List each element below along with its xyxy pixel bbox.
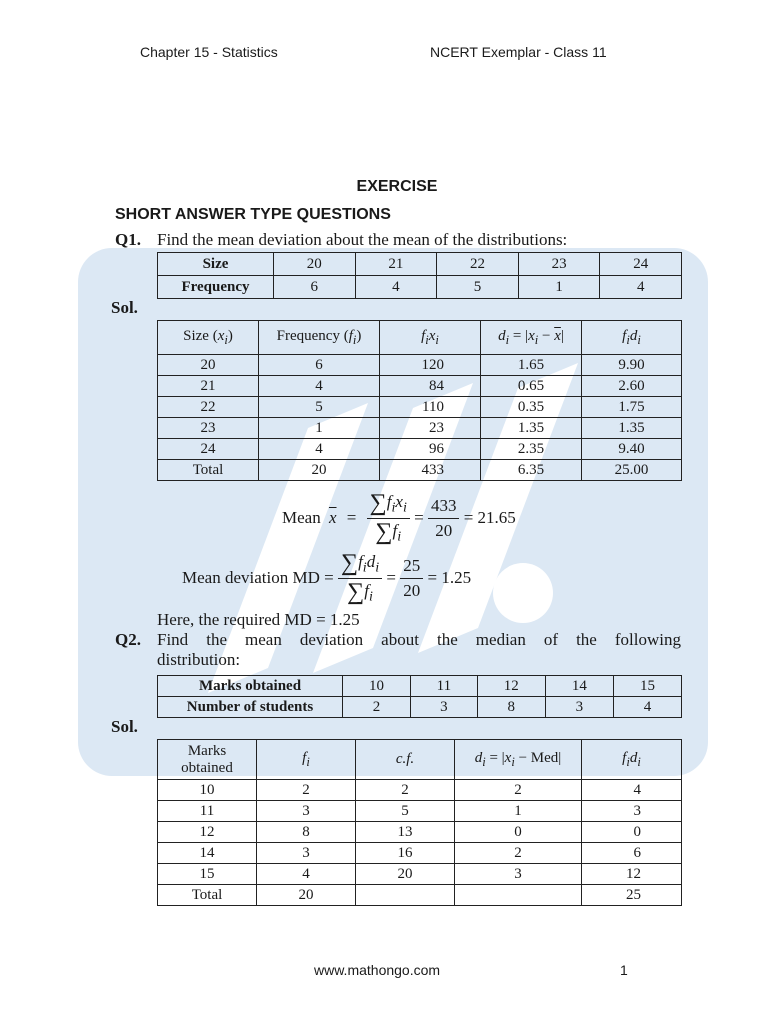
- table-cell: 3: [455, 864, 582, 885]
- table-row: [158, 780, 682, 801]
- book-header: NCERT Exemplar - Class 11: [430, 44, 607, 60]
- table-cell: 23: [380, 418, 481, 439]
- table-cell: 433: [380, 460, 481, 481]
- table-cell: 24: [158, 439, 259, 460]
- table-cell: 4: [259, 439, 380, 460]
- table-row: [158, 843, 682, 864]
- table-row: [158, 376, 682, 397]
- table-cell: 1.65: [481, 355, 582, 376]
- q2-text-line1: Find the mean deviation about the median of the following: [157, 630, 681, 649]
- table-cell: 3: [582, 801, 682, 822]
- table-cell: Total: [158, 885, 257, 906]
- col-fidi: $f_id_i$: [582, 740, 682, 780]
- q1-sol-label: Sol.: [111, 298, 138, 317]
- q2-text-line2: distribution:: [157, 650, 241, 669]
- table-cell: 22: [158, 397, 259, 418]
- q2-solution-table: [157, 739, 682, 906]
- table-cell: 0.35: [481, 397, 582, 418]
- col-fi: $f_i$: [257, 740, 356, 780]
- page-number: 1: [620, 962, 628, 978]
- section-title: SHORT ANSWER TYPE QUESTIONS: [115, 206, 391, 223]
- table-row: [158, 460, 682, 481]
- q1-data-table: [157, 252, 682, 299]
- table-cell: 3: [257, 801, 356, 822]
- table-cell: 110: [380, 397, 481, 418]
- table-row: Number of students 2 3 8 3 4: [158, 697, 682, 718]
- md-result: = 1.25: [427, 567, 472, 587]
- table-cell: 2.35: [481, 439, 582, 460]
- table-cell: [356, 885, 455, 906]
- md-formula: Mean deviation MD = $\frac{\sum f_id_i}{\sum f_i}$ = $\frac{25}{20}$ = 1.25: [182, 550, 472, 606]
- table-cell: Total: [158, 460, 259, 481]
- table-cell: 14: [158, 843, 257, 864]
- table-cell: 84: [380, 376, 481, 397]
- table-cell: 6: [259, 355, 380, 376]
- table-cell: 16: [356, 843, 455, 864]
- col-frequency: Frequency $(f_i)$: [259, 321, 380, 355]
- table-cell: [455, 885, 582, 906]
- col-cf: c.f.: [356, 740, 455, 780]
- col-fidi: $f_id_i$: [582, 321, 682, 355]
- table-row: Size 20 21 22 23 24: [158, 253, 682, 276]
- table-cell: 13: [356, 822, 455, 843]
- table-header-row: [158, 321, 682, 355]
- mean-denominator: 20: [435, 521, 453, 541]
- q2-label: Q2.: [115, 630, 141, 649]
- table-row: [158, 801, 682, 822]
- table-cell: 4: [582, 780, 682, 801]
- mean-numerator: 433: [428, 496, 460, 519]
- table-row: [158, 885, 682, 906]
- md-numerator: 25: [400, 556, 423, 579]
- table-row: Frequency 6 4 5 1 4: [158, 276, 682, 299]
- table-cell: 1.75: [582, 397, 682, 418]
- q1-text: Find the mean deviation about the mean of the distributions:: [157, 230, 568, 249]
- table-cell: 6.35: [481, 460, 582, 481]
- table-cell: 20: [356, 864, 455, 885]
- table-row: [158, 822, 682, 843]
- table-cell: 20: [259, 460, 380, 481]
- col-size: Size $(x_i)$: [158, 321, 259, 355]
- table-cell: 96: [380, 439, 481, 460]
- table-cell: 10: [158, 780, 257, 801]
- table-cell: 5: [356, 801, 455, 822]
- table-cell: 11: [158, 801, 257, 822]
- table-row: [158, 397, 682, 418]
- q1-conclusion: Here, the required MD = 1.25: [157, 610, 360, 629]
- table-cell: 2: [455, 780, 582, 801]
- table-cell: 4: [257, 864, 356, 885]
- q2-data-table: [157, 675, 682, 718]
- table-cell: 25.00: [582, 460, 682, 481]
- md-label: Mean deviation MD =: [182, 567, 334, 587]
- table-cell: 20: [257, 885, 356, 906]
- q2-sol-label: Sol.: [111, 717, 138, 736]
- table-cell: 0: [455, 822, 582, 843]
- table-cell: 1: [455, 801, 582, 822]
- table-cell: 4: [259, 376, 380, 397]
- table-cell: 15: [158, 864, 257, 885]
- table-row: [158, 355, 682, 376]
- footer-url: www.mathongo.com: [314, 962, 441, 978]
- mean-label: Mean: [282, 507, 321, 527]
- col-di-med: $d_i = |x_i - Med|$: [455, 740, 582, 780]
- col-marks: Marks obtained: [158, 740, 257, 780]
- col-fixi: $f_ix_i$: [380, 321, 481, 355]
- table-cell: 12: [158, 822, 257, 843]
- chapter-header: Chapter 15 - Statistics: [140, 44, 278, 60]
- table-header-row: [158, 740, 682, 780]
- md-denominator: 20: [403, 581, 421, 601]
- mean-result: = 21.65: [463, 507, 516, 527]
- table-cell: 6: [582, 843, 682, 864]
- table-cell: 2.60: [582, 376, 682, 397]
- table-cell: 120: [380, 355, 481, 376]
- table-cell: 0.65: [481, 376, 582, 397]
- table-row: [158, 864, 682, 885]
- table-cell: 21: [158, 376, 259, 397]
- table-cell: 9.90: [582, 355, 682, 376]
- table-cell: 5: [259, 397, 380, 418]
- table-cell: 2: [257, 780, 356, 801]
- q1-solution-table: [157, 320, 682, 481]
- table-row: [158, 418, 682, 439]
- table-cell: 1.35: [481, 418, 582, 439]
- table-row: Marks obtained 10 11 12 14 15: [158, 676, 682, 697]
- table-cell: 3: [257, 843, 356, 864]
- table-cell: 1: [259, 418, 380, 439]
- table-cell: 25: [582, 885, 682, 906]
- table-cell: 2: [356, 780, 455, 801]
- table-row: [158, 439, 682, 460]
- q1-label: Q1.: [115, 230, 141, 249]
- mean-formula: Mean $\overline{x}$ = $\frac{\sum f_ix_i}{\sum f_i}$ = $\frac{433}{20}$ = 21.65: [282, 490, 516, 546]
- table-cell: 8: [257, 822, 356, 843]
- table-cell: 2: [455, 843, 582, 864]
- table-cell: 1.35: [582, 418, 682, 439]
- table-cell: 0: [582, 822, 682, 843]
- table-cell: 20: [158, 355, 259, 376]
- table-cell: 9.40: [582, 439, 682, 460]
- table-cell: 12: [582, 864, 682, 885]
- table-cell: 23: [158, 418, 259, 439]
- exercise-title: EXERCISE: [356, 178, 438, 195]
- col-di: $d_i = |x_i - \overline{x}|$: [481, 321, 582, 355]
